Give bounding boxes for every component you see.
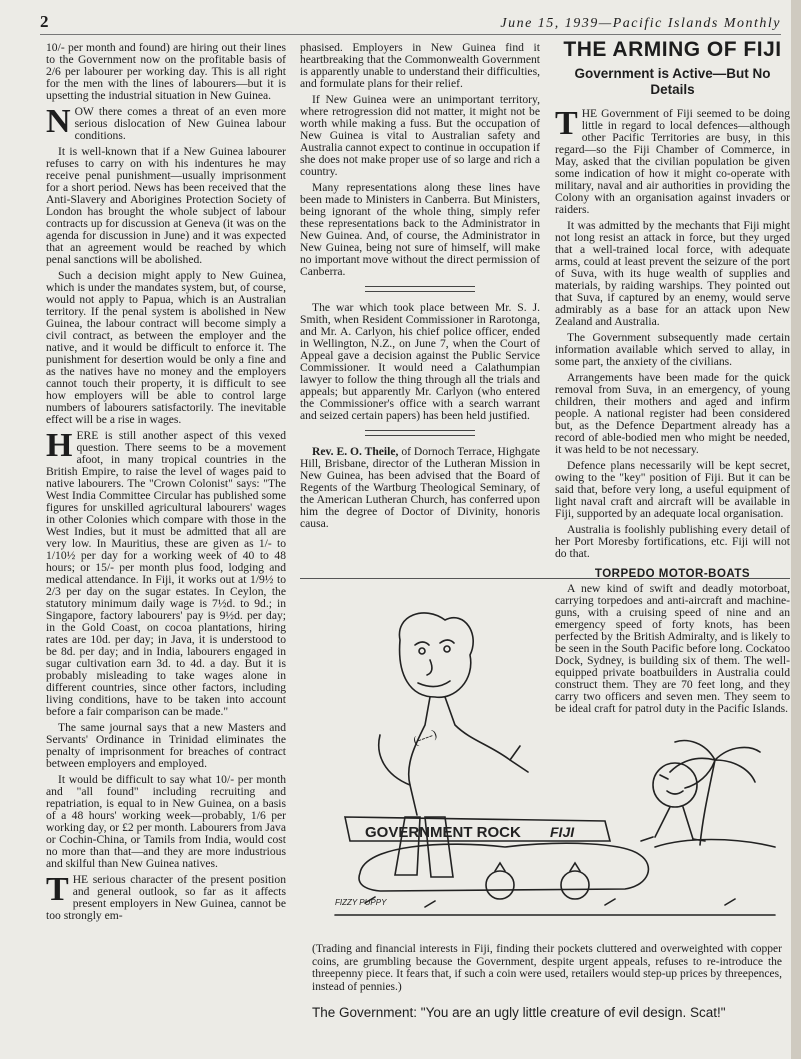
col2-paragraph	[300, 446, 540, 530]
col1-paragraph	[46, 427, 286, 718]
col2-paragraph: The war which took place between Mr. S. J. Smith, when Resident Commissioner in Rarotonga, and Mr. A. Carlyon, his chief police officer, ended in Wellington, N.Z., on June 7, when the Court of Appeal gave a decision against the Public Service Commissioner. It would need a Calathumpian lawyer to follow the thing through all the trials and appeals; but apparently Mr. Carlyon (who entered the Commissioner's office with a search warrant and seized certain papers) has been held justified.	[300, 301, 540, 422]
money-bag-icon	[486, 871, 514, 899]
col3-paragraph: It was admitted by the mechants that Fiji might not long resist an attack in force, but they urged that a well-trained local force, with adequate arms, could at least prevent the seizure of the port of Suva, with its huge wealth of supplies and materials, by raiding warships. They pointed out that Suva, if captured by an enemy, would serve admirably as a base for an attack upon New Zealand and Australia.	[555, 219, 790, 328]
drop-cap: T	[555, 105, 578, 142]
col1-paragraph: Such a decision might apply to New Guinea, which is under the mandates system, but, of course, would not apply to Papua, which is an Australian territory. If the penal system is abolished in New Guinea, the labour contract will become simply a civil contract, as between the employer and the native, and it would be difficult to enforce it. The punishment for desertion would be only a fine and as the natives have no money and the employers cannot touch their property, it is difficult to see how employers will be able to control large numbers of labourers satisfactorily. The inevitable effect will be a rise in wages.	[46, 269, 286, 426]
cartoon-top-rule	[300, 578, 790, 579]
col2-paragraph: Many representations along these lines have been made to Ministers in Canberra. But Ministers, being ignorant of the whole thing, simply refer these representations back to the Administrator in New Guinea. And, of course, the Administrator in New Guinea, being not sure of himself, will make no important move without the direct permission of Canberra.	[300, 181, 540, 278]
col1-paragraph	[46, 871, 286, 922]
fiji-label: FIJI	[550, 824, 575, 840]
page-edge	[791, 0, 801, 1059]
drop-cap: H	[46, 427, 73, 464]
col3-paragraph: Arrangements have been made for the quick removal from Suva, in an emergency, of young children, their mothers and aged and infirm people. A national register had been considered but, as the Defence Department already has a record of able-bodied men who might be needed, it was held to be not necessary.	[555, 371, 790, 456]
column-1	[46, 42, 286, 926]
cartoon-dialog: The Government: "You are an ugly little creature of evil design. Scat!"	[312, 1005, 726, 1020]
drop-cap: T	[46, 871, 69, 908]
svg-text:(----): (----)	[411, 726, 439, 748]
col1-text: ERE is still another aspect of this vexed question. There seems to be a movement afoot, in many tropical countries in the British Empire, to raise the level of wages paid to native labourers. The "Crown Colonist" says: "The West India Committee Circular has published some figures for unskilled agricultural labourers' wages in other Colonies which compare with those in the West Indies, but it must be admitted that all are very low. In Mauritius, these are given as 1/- to 1/10½ per day for a working week of 40 to 48 hours; or 15/- per month plus food, lodging and medical attendance. In Fiji, it works out at 1/9½ to 2/3 per day on the sugar estates. In Ceylon, the statutory minimum daily wage is 7½d. to 9d.; in Singapore, factory labourers' pay is 9½d. per day; in the Gold Coast, on cocoa plantations, hiring rates are 10d. per day; in Java, it is understood to be 8d. per day; and in India, labourers engaged in sugar cultivation earn 3d. to 4d. a day. But it is probably misleading to take wages alone in different countries, since other factors, including living conditions, have to be taken into account before a fair comparison can be made."	[46, 429, 286, 718]
col1-paragraph: It is well-known that if a New Guinea labourer refuses to carry on with his indentures he may receive penal punishment—usually imprisonment for a short period. News has been received that the Anti-Slavery and Aborigines Protection Society of London has brought the whole subject of labour contracts up for discussion at Geneva (it was on the agenda for discussion in June) and it was expected that an agreement would be reached by which penal sanctions will be abolished.	[46, 145, 286, 266]
col1-paragraph: It would be difficult to say what 10/- per month and "all found" including recruiting and repatriation, is equal to in New Guinea, on a basis of a 48 hours' working week—probably, 1/6 per working day, or £2 per month. Labourers from Java or Cochin-China, or Tamils from India, would cost no more than that—and they are more industrious and skilful than New Guinea natives.	[46, 773, 286, 870]
rock-label: GOVERNMENT ROCK	[365, 824, 521, 841]
col3-text: HE Government of Fiji seemed to be doing little in regard to local defences—although other Pacific Territories are busy, in this regard—so the Fiji Chamber of Commerce, in May, asked that the civilian population be given some indication of how it might co-operate with military, naval and air authorities in providing the Colony with an organisation against invaders or raiders.	[555, 107, 790, 216]
government-rock	[359, 843, 648, 891]
col1-text: OW there comes a threat of an even more serious dislocation of New Guinea labour conditions.	[74, 105, 286, 142]
col1-paragraph: The same journal says that a new Masters and Servants' Ordinance in Trinidad eliminates the penalty of imprisonment for breaches of contract between employers and employed.	[46, 721, 286, 770]
col2-text: of Dornoch Terrace, Highgate Hill, Brisbane, director of the Lutheran Mission in New Guinea, has been advised that the Board of Regents of the Wartburg Theological Seminary, of the American Lutheran Church, has conferred upon him the degree of Doctor of Divinity, honoris causa.	[300, 445, 541, 530]
running-title: June 15, 1939—Pacific Islands Monthly	[500, 16, 781, 31]
drop-cap: N	[46, 103, 71, 140]
money-bag-icon	[561, 871, 589, 899]
article-subtitle: Government is Active—But No Details	[574, 66, 771, 97]
col3-paragraph: A new kind of swift and deadly motorboat, carrying torpedoes and anti-aircraft and machine-guns, with a cruising speed of nine and an emergency speed of forty knots, has been perfected by the British Admiralty, and is likely to be seen in the South Pacific before long. Cockatoo Dock, Sydney, is building six of them. The well-equipped private boatbuilders in Australia could construct them. They are 70 feet long, and they carry two officers and seven men. They seem to be ideal craft for patrol duty in the Pacific Islands.	[555, 582, 790, 715]
section-divider	[365, 286, 475, 292]
col3-paragraph: Defence plans necessarily will be kept secret, owing to the "key" position of Fiji. But it can be said that, before very long, a useful equipment of light naval craft and aircraft will be available in Fiji, supported by an adequate local organisation.	[555, 459, 790, 520]
col3-paragraph: The Government subsequently made certain information available which served to allay, in some part, the anxiety of the civilians.	[555, 331, 790, 368]
cartoon-caption: (Trading and financial interests in Fiji, finding their pockets cluttered and overweighted with copper coins, are grumbling because the Government, despite urgent appeals, refuses to re-introduce the threepenny piece. It fears that, if such a coin were used, retailers would step-up prices by threepences, instead of pennies.)	[312, 943, 782, 993]
col3-paragraph: Australia is foolishly publishing every detail of her Port Moresby fortifications, etc. Fiji will not do that.	[555, 523, 790, 560]
col1-paragraph: 10/- per month and found) are hiring out their lines to the Government now on the profitable basis of 2/6 per labourer per working day. This is all right for the men with the lines of labourers—but it is upsetting the industrial situation in New Guinea.	[46, 41, 286, 102]
section-divider	[365, 430, 475, 436]
article-title: THE ARMING OF FIJI	[563, 38, 782, 61]
editorial-cartoon	[305, 585, 785, 930]
figure-head	[399, 613, 473, 697]
col2-paragraph: If New Guinea were an unimportant territory, where retrogression did not matter, it might not be worth while making a fuss. But the occupation of New Guinea is vital to Australian safety and Australia cannot expect to continue in occupation if she does not make proper use of so large and rich a country.	[300, 93, 540, 178]
col3-paragraph	[555, 105, 790, 216]
artist-signature: FIZZY PUPPY	[335, 898, 387, 907]
col1-text: HE serious character of the present position and general outlook, so far as it affects present employers in New Guinea, cannot be too strongly em-	[46, 873, 286, 922]
page-number: 2	[40, 12, 49, 31]
section-heading: TORPEDO MOTOR-BOATS	[594, 568, 751, 580]
col2-paragraph: phasised. Employers in New Guinea find it heartbreaking that the Commonwealth Government is apparently unable to understand their difficulties, and formulate plans for their relief.	[300, 41, 540, 90]
col1-paragraph	[46, 103, 286, 142]
person-name: Rev. E. O. Theile,	[312, 445, 399, 458]
coin-creature	[653, 763, 697, 807]
page-header	[40, 12, 781, 35]
column-2	[300, 42, 540, 534]
